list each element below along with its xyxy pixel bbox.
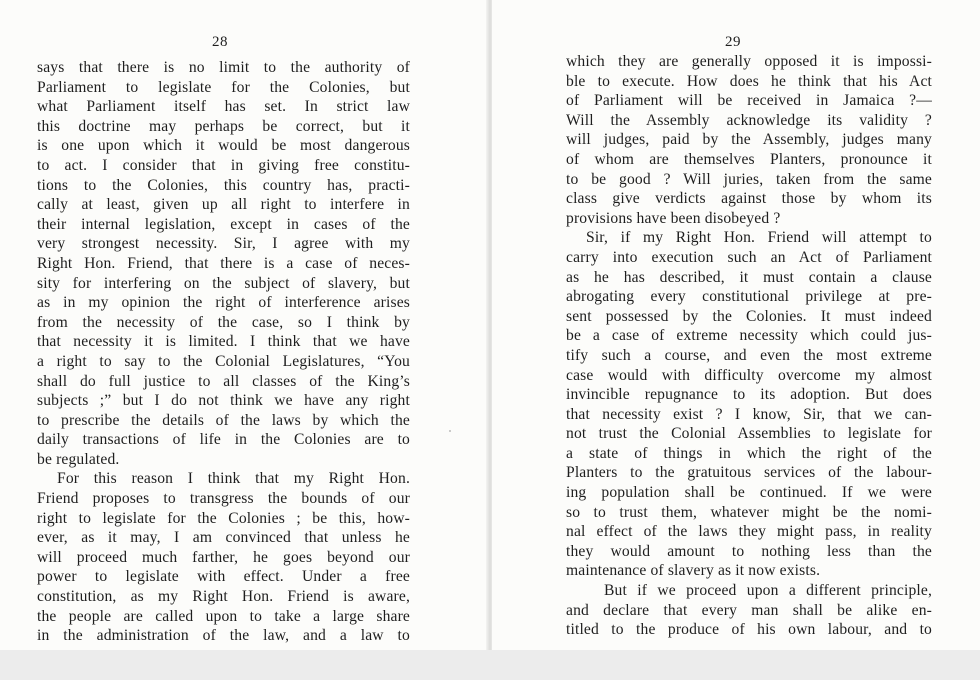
page-number: 29	[725, 34, 741, 50]
text-line: nal effect of the laws they might pass, in reality	[566, 523, 932, 541]
text-line: and declare that every man shall be alike en-	[566, 601, 932, 619]
text-line: is one upon which it would be most dangerous	[37, 137, 410, 155]
text-line: For this reason I think that my Right Hon.	[57, 470, 410, 488]
text-line: that necessity it is limited. I think that we have	[37, 333, 410, 351]
text-line: the people are called upon to take a large share	[37, 607, 410, 625]
page-text	[37, 58, 410, 646]
text-line: Parliament to legislate for the Colonies, but	[37, 78, 410, 96]
text-line: But if we proceed upon a different principle,	[604, 582, 932, 600]
text-line: from the necessity of the case, so I think by	[37, 313, 410, 331]
text-line: will judges, paid by the Assembly, judges many	[566, 131, 932, 149]
text-line: very strongest necessity. Sir, I agree with my	[37, 235, 410, 253]
text-line: Right Hon. Friend, that there is a case of neces-	[37, 254, 410, 272]
text-line: right to legislate for the Colonies ; be this, how-	[37, 509, 410, 527]
text-line: Will the Assembly acknowledge its validity ?	[566, 111, 932, 129]
text-line: a state of things in which the right of the	[566, 444, 932, 462]
text-line: so to trust them, whatever might be the nomi-	[566, 503, 932, 521]
text-line: their internal legislation, except in cases of the	[37, 215, 410, 233]
text-line: sent possessed by the Colonies. It must indeed	[566, 307, 932, 325]
text-line: Friend proposes to transgress the bounds of our	[37, 490, 410, 508]
text-line: ble to execute. How does he think that his Act	[566, 72, 932, 90]
text-line: ing population shall be continued. If we were	[566, 484, 932, 502]
paper-speck	[449, 430, 451, 432]
text-line: of Parliament will be received in Jamaica ?—	[566, 92, 932, 110]
text-line: of whom are themselves Planters, pronounce it	[566, 150, 932, 168]
text-line: class give verdicts against those by whom its	[566, 190, 932, 208]
text-line: cally at least, given up all right to interfere in	[37, 196, 410, 214]
text-line: as he has described, it must contain a clause	[566, 268, 932, 286]
text-line: maintenance of slavery as it now exists.	[566, 562, 821, 580]
text-line: they would amount to nothing less than the	[566, 542, 932, 560]
bottom-margin	[0, 650, 980, 680]
text-line: to be good ? Will juries, taken from the same	[566, 170, 932, 188]
page-number: 28	[212, 34, 228, 50]
page-text	[566, 52, 932, 640]
text-line: this doctrine may perhaps be correct, but it	[37, 117, 410, 135]
text-line: which they are generally opposed it is impossi-	[566, 53, 932, 70]
text-line: that necessity exist ? I know, Sir, that we can-	[566, 405, 932, 423]
text-line: will proceed much farther, he goes beyond our	[37, 548, 410, 566]
text-line: be regulated.	[37, 450, 120, 468]
text-line: shall do full justice to all classes of the King’s	[37, 372, 410, 390]
text-line: ever, as it may, I am convinced that unless he	[37, 529, 410, 547]
text-line: subjects ;” but I do not think we have any right	[37, 392, 410, 410]
text-line: titled to the produce of his own labour, and to	[566, 621, 932, 639]
text-line: as in my opinion the right of interference arises	[37, 294, 410, 312]
text-line: Sir, if my Right Hon. Friend will attempt to	[586, 229, 932, 247]
text-line: provisions have been disobeyed ?	[566, 209, 781, 227]
text-line: be a case of extreme necessity which could jus-	[566, 327, 932, 345]
text-line: sity for interfering on the subject of slavery, but	[37, 274, 410, 292]
text-line: says that there is no limit to the authority of	[37, 59, 410, 76]
text-line: case would with difficulty overcome my almost	[566, 366, 932, 384]
text-line: tify such a course, and even the most extreme	[566, 346, 932, 364]
text-line: to act. I consider that in giving free constitu-	[37, 156, 410, 174]
text-line: to prescribe the details of the laws by which the	[37, 411, 410, 429]
text-line: carry into execution such an Act of Parliament	[566, 248, 932, 266]
text-line: what Parliament itself has set. In strict law	[37, 98, 410, 116]
text-line: not trust the Colonial Assemblies to legislate for	[566, 425, 932, 443]
right-page	[492, 0, 980, 650]
text-line: tions to the Colonies, this country has, practi-	[37, 176, 410, 194]
text-line: constitution, as my Right Hon. Friend is aware,	[37, 588, 410, 606]
text-line: in the administration of the law, and a law to	[37, 627, 410, 645]
text-line: a right to say to the Colonial Legislatures, “You	[37, 352, 410, 370]
text-line: daily transactions of life in the Colonies are to	[37, 431, 410, 449]
text-line: abrogating every constitutional privilege at pre-	[566, 288, 932, 306]
text-line: invincible repugnance to its adoption. But does	[566, 386, 932, 404]
text-line: power to legislate with effect. Under a free	[37, 568, 410, 586]
text-line: Planters to the gratuitous services of the labour-	[566, 464, 932, 482]
left-page	[0, 0, 488, 650]
